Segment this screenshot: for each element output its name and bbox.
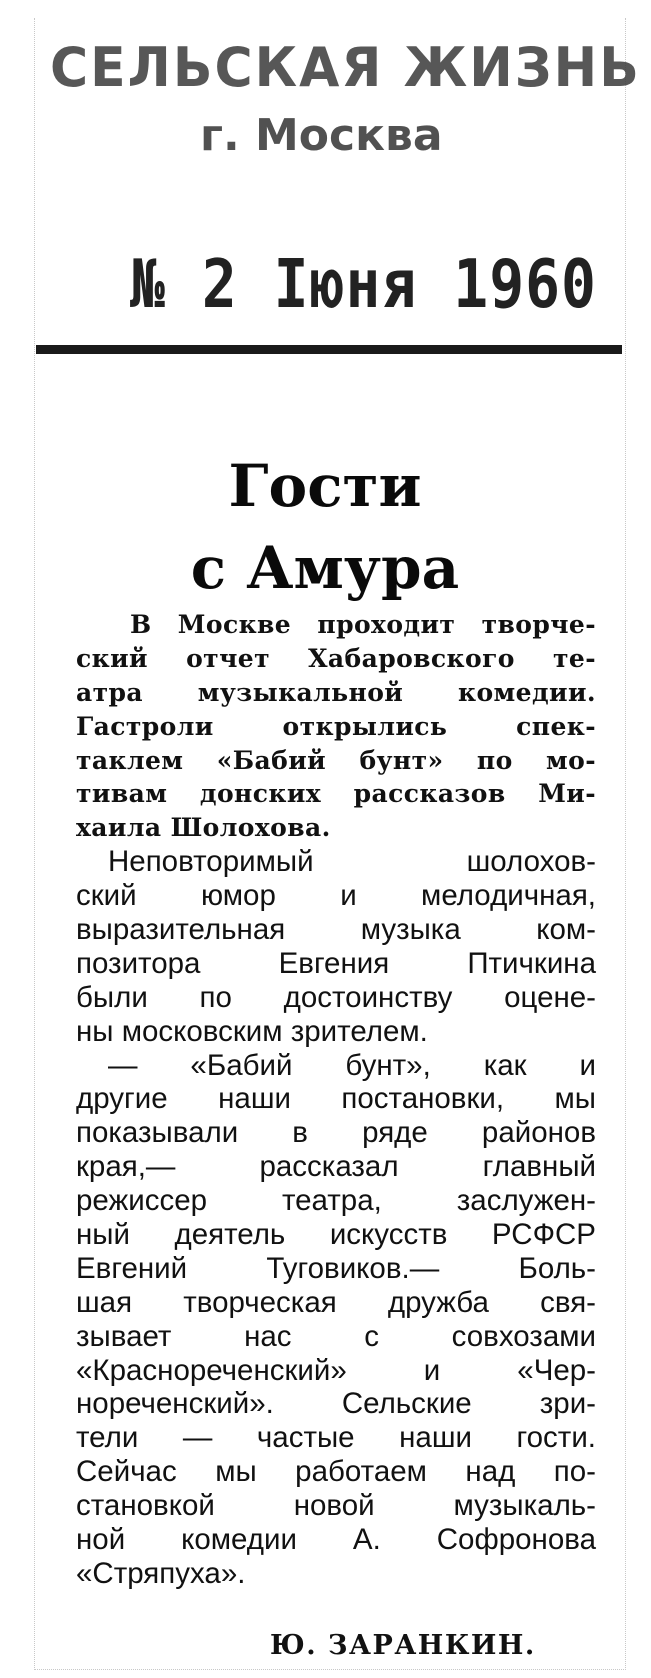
body-line: края,— рассказал главный [76,1150,596,1184]
body-line: ский юмор и мелодичная, [76,879,596,913]
body-line: — «Бабий бунт», как и [108,1048,596,1082]
lead-line: таклем «Бабий бунт» по мо- [76,745,596,775]
author-signature: Ю. ЗАРАНКИН. [270,1630,536,1661]
body-line: другие наши постановки, мы [76,1082,596,1116]
body-line: Сейчас мы работаем над по- [76,1455,596,1489]
body-line: были по достоинству оцене- [76,980,596,1014]
body-line: нореченский». Сельские зри- [76,1387,596,1421]
article-body [76,608,596,1591]
headline-line: Гости [228,452,422,520]
lead-line: Гастроли открылись спек- [76,711,596,741]
body-line: показывали в ряде районов [76,1116,596,1150]
lead-line: ский отчет Хабаровского те- [76,643,596,673]
body-line: Евгений Туговиков.— Боль- [76,1251,596,1285]
body-line: выразительная музыка ком- [76,913,596,947]
date-stamp: № 2 Іюня 1960 [130,244,597,324]
body-line: зывает нас с совхозами [76,1319,596,1353]
body-line: Неповторимый шолохов- [108,845,596,879]
body-line: «Стряпуха». [76,1556,246,1590]
separator-rule [36,345,622,354]
lead-line: В Москве проходит творче- [130,610,596,639]
body-line: «Краснореченский» и «Чер- [76,1353,596,1387]
city-stamp: г. Москва [200,110,443,161]
body-line: шая творческая дружба свя- [76,1285,596,1319]
article-text [76,845,596,1591]
body-line: ный деятель искусств РСФСР [76,1218,596,1252]
newspaper-name-stamp: СЕЛЬСКАЯ ЖИЗНЬ [50,36,641,100]
body-line: режиссер театра, заслужен- [76,1184,596,1218]
body-line: становкой новой музыкаль- [76,1489,596,1523]
lead-line: хаила Шолохова. [76,813,331,843]
body-line: ны московским зрителем. [76,1014,428,1048]
lead-line: атра музыкальной комедии. [76,677,596,707]
body-line: тели — частые наши гости. [76,1421,596,1455]
body-line: ной комедии А. Софронова [76,1523,596,1557]
lead-line: тивам донских рассказов Ми- [76,779,596,809]
article-lead [76,608,596,845]
headline-line: с Амура [190,534,460,602]
article-headline [80,445,570,609]
body-line: позитора Евгения Птичкина [76,946,596,980]
